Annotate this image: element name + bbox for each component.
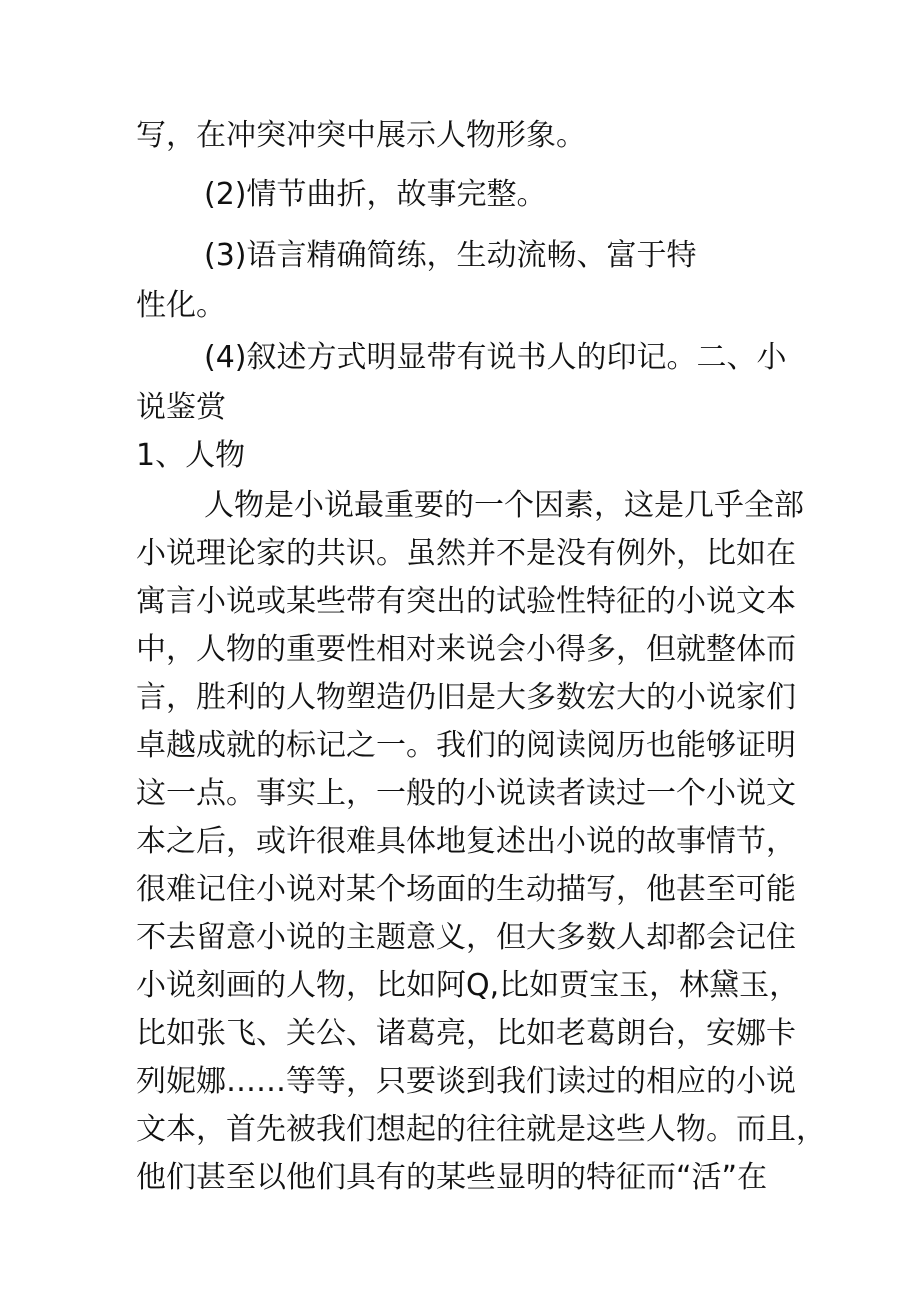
paragraph-line: 文本，首先被我们想起的往往就是这些人物。而且， bbox=[136, 1112, 826, 1147]
paragraph-line: 这一点。事实上，一般的小说读者读过一个小说文 bbox=[136, 776, 796, 811]
paragraph-line: 比如张飞、关公、诸葛亮，比如老葛朗台，安娜卡 bbox=[136, 1016, 796, 1051]
paragraph-line: 列妮娜……等等，只要谈到我们读过的相应的小说 bbox=[136, 1064, 796, 1099]
paragraph-line: 人物是小说最重要的一个因素，这是几乎全部 bbox=[204, 488, 804, 523]
paragraph-line: 不去留意小说的主题意义，但大多数人却都会记住 bbox=[136, 920, 796, 955]
paragraph-line: 很难记住小说对某个场面的生动描写，他甚至可能 bbox=[136, 872, 796, 907]
list-item-4: (4)叙述方式明显带有说书人的印记。二、小 bbox=[204, 340, 787, 375]
paragraph-line: 小说刻画的人物，比如阿Q,比如贾宝玉，林黛玉， bbox=[136, 968, 800, 1003]
paragraph-line: 卓越成就的标记之一。我们的阅读阅历也能够证明 bbox=[136, 728, 796, 763]
paragraph-line: 小说理论家的共识。虽然并不是没有例外，比如在 bbox=[136, 536, 796, 571]
paragraph-line: 他们甚至以他们具有的某些显明的特征而“活”在 bbox=[136, 1160, 768, 1195]
paragraph-line: 中，人物的重要性相对来说会小得多，但就整体而 bbox=[136, 632, 796, 667]
list-item-3: (3)语言精确简练，生动流畅、富于特 bbox=[204, 238, 697, 273]
section-heading: 说鉴赏 bbox=[136, 390, 226, 425]
list-item-2: (2)情节曲折，故事完整。 bbox=[204, 177, 547, 212]
paragraph-line: 本之后，或许很难具体地复述出小说的故事情节， bbox=[136, 824, 796, 859]
text-line: 写，在冲突冲突中展示人物形象。 bbox=[136, 118, 586, 153]
paragraph-line: 言，胜利的人物塑造仍旧是大多数宏大的小说家们 bbox=[136, 680, 796, 715]
text-line: 性化。 bbox=[136, 288, 226, 323]
paragraph-line: 寓言小说或某些带有突出的试验性特征的小说文本 bbox=[136, 584, 796, 619]
subsection-heading: 1、人物 bbox=[136, 438, 246, 473]
